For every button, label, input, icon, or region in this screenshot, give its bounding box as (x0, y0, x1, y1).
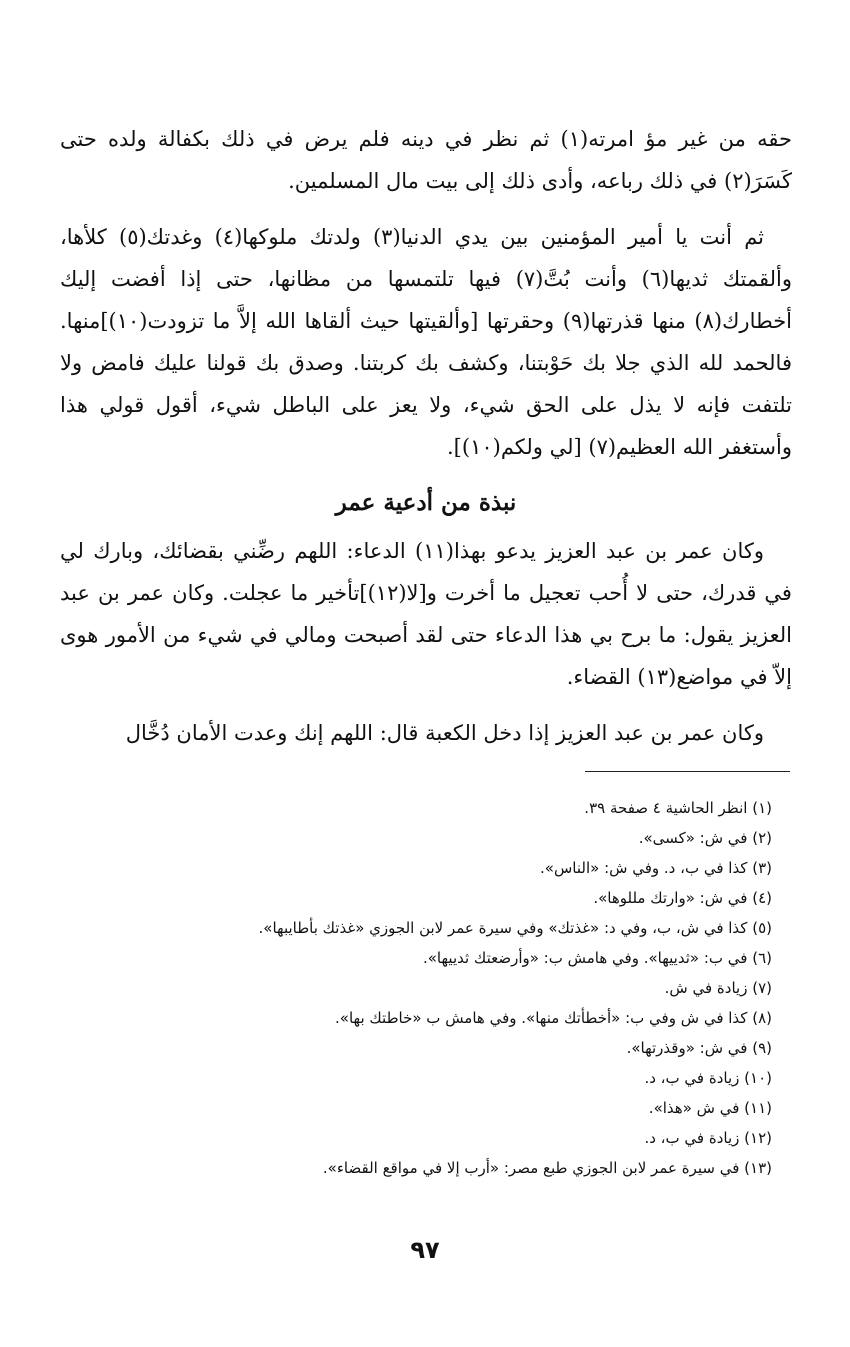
footnote-item: (١٢) زيادة في ب، د. (644, 1129, 772, 1147)
section-heading: نبذة من أدعية عمر (335, 489, 517, 516)
footnote-item: (١) انظر الحاشية ٤ صفحة ٣٩. (584, 799, 772, 817)
page-number: ٩٧ (410, 1236, 440, 1264)
footnote-item: (٥) كذا في ش، ب، وفي د: «غذتك» وفي سيرة عمر لابن الجوزي «غذتك بأطايبها». (258, 919, 772, 937)
paragraph-prayer: وكان عمر بن عبد العزيز يدعو بهذا(١١) الدعاء: اللهم رضِّني بقضائك، وبارك لي في قدرك، حتى لا أُحب تعجيل ما أخرت و[لا(١٢)]تأخير ما عجلت. وكان عمر بن عبد العزيز يقول: ما برح بي هذا الدعاء حتى لقد أصبحت ومالي في شيء من الأمور هوى إلاّ في مواضع(١٣) القضاء. (60, 539, 792, 689)
footnote-item: (٧) زيادة في ش. (664, 979, 772, 997)
footnote-separator (585, 771, 790, 772)
footnote-item: (١٠) زيادة في ب، د. (644, 1069, 772, 1087)
paragraph-continuation: حقه من غير مؤ امرته(١) ثم نظر في دينه فلم يرض في ذلك بكفالة ولده حتى كَسَرَ(٢) في ذلك رباعه، وأدى ذلك إلى بيت مال المسلمين. (60, 127, 792, 193)
paragraph-address: ثم أنت يا أمير المؤمنين بين يدي الدنيا(٣) ولدتك ملوكها(٤) وغدتك(٥) كلأها، وألقمتك ثديها(٦) وأنت بُتَّ(٧) فيها تلتمسها من مظانها، حتى إذا أفضت إليك أخطارك(٨) منها قذرتها(٩) وحقرتها [وألقيتها حيث ألقاها الله إلاَّ ما تزودت(١٠)]منها. فالحمد لله الذي جلا بك حَوْبتنا، وكشف بك كربتنا. وصدق بك قولنا عليك فامض ولا تلتفت فإنه لا يذل على الحق شيء، ولا يعز على الباطل شيء، أقول قولي هذا وأستغفر الله العظيم(٧) [لي ولكم(١٠)]. (60, 225, 793, 459)
paragraph-kaaba: وكان عمر بن عبد العزيز إذا دخل الكعبة قال: اللهم إنك وعدت الأمان دُخَّال (125, 721, 764, 745)
footnote-item: (٦) في ب: «ثدييها». وفي هامش ب: «وأرضعتك ثدييها». (422, 949, 772, 967)
footnote-item: (٣) كذا في ب، د. وفي ش: «الناس». (540, 859, 772, 877)
footnote-item: (١٣) في سيرة عمر لابن الجوزي طبع مصر: «أرب إلا في مواقع القضاء». (322, 1159, 772, 1177)
footnote-item: (٨) كذا في ش وفي ب: «أخطأتك منها». وفي هامش ب «خاطتك بها». (335, 1009, 772, 1027)
footnotes (60, 793, 772, 1183)
footnote-item: (٩) في ش: «وقذرتها». (626, 1039, 772, 1057)
main-text (60, 118, 792, 768)
footnote-item: (٢) في ش: «كسى». (638, 829, 772, 847)
footnote-item: (١١) في ش «هذا». (648, 1099, 772, 1117)
footnote-item: (٤) في ش: «وارتك مللوها». (593, 889, 772, 907)
